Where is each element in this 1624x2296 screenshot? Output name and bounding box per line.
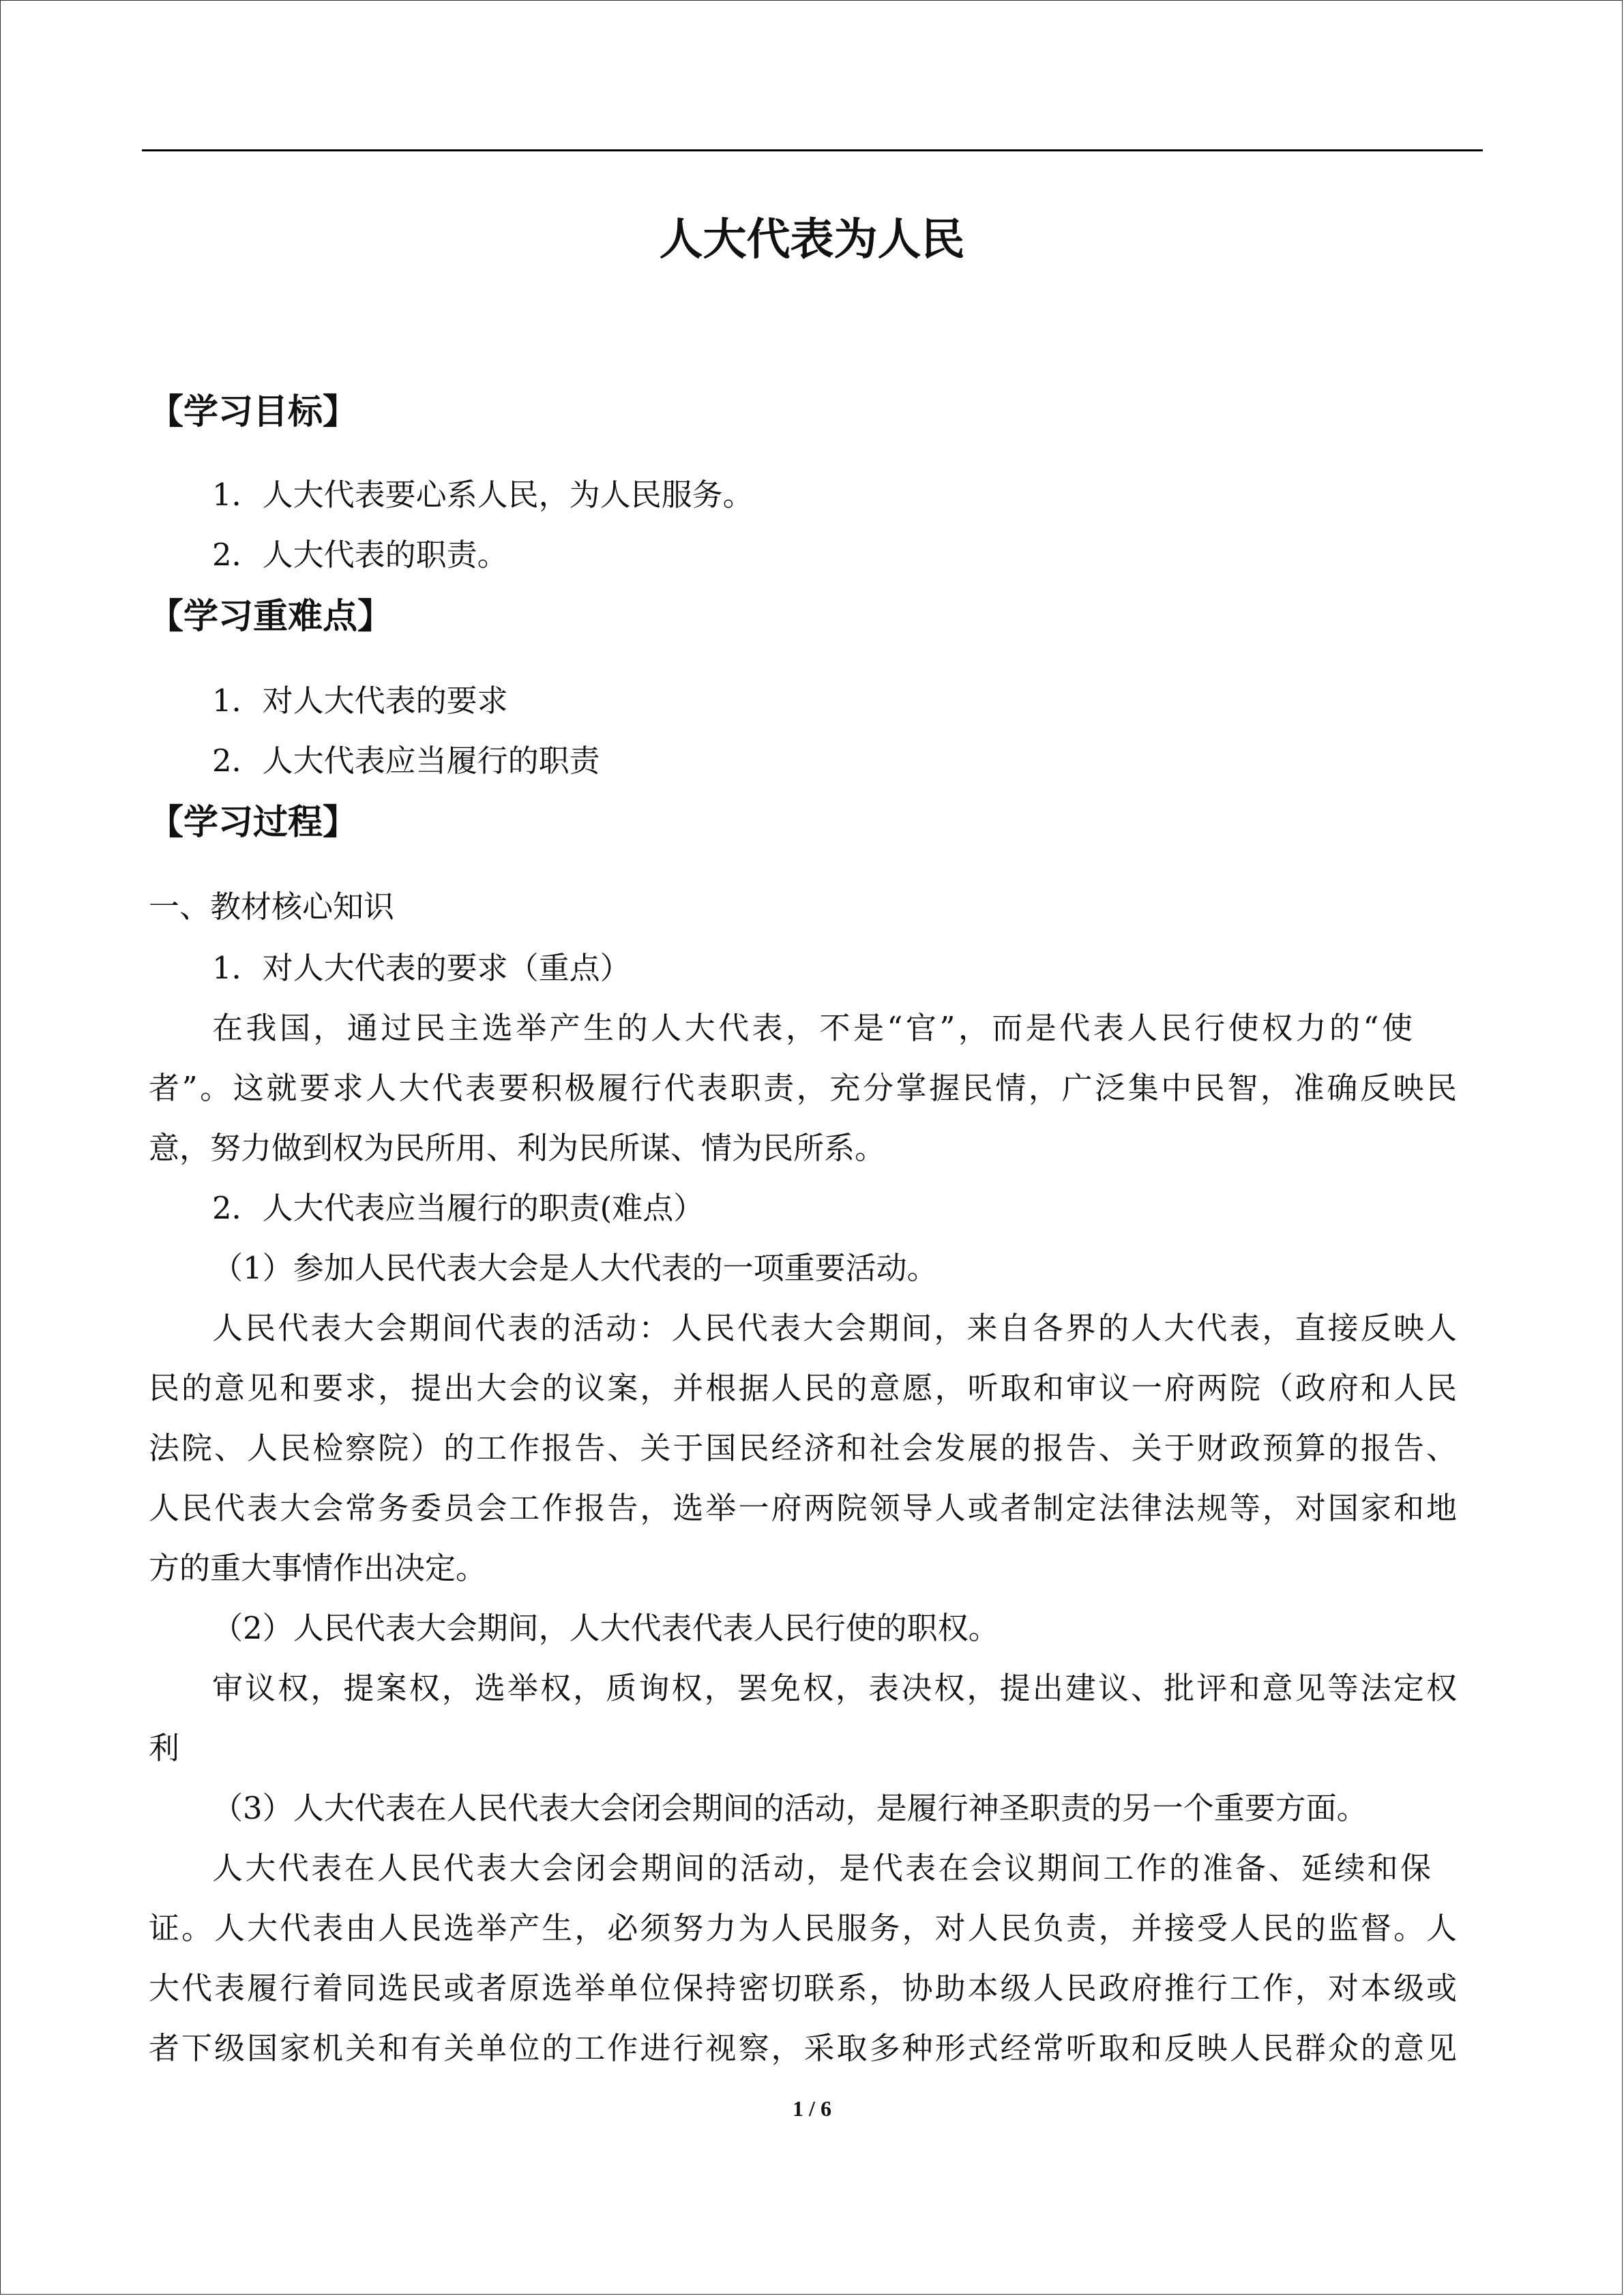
section-subheading: 一、教材核心知识 bbox=[149, 889, 395, 925]
subtopic-heading: （1）参加人民代表大会是人大代表的一项重要活动。 bbox=[212, 1250, 938, 1286]
subtopic-heading: （3）人大代表在人民代表大会闭会期间的活动，是履行神圣职责的另一个重要方面。 bbox=[212, 1790, 1368, 1826]
topic-heading: 2．人大代表应当履行的职责(难点） bbox=[212, 1190, 705, 1226]
paragraph-line: 者”。这就要求人大代表要积极履行代表职责，充分掌握民情，广泛集中民智，准确反映民 bbox=[149, 1070, 1457, 1106]
objective-item: 1．人大代表要心系人民，为人民服务。 bbox=[212, 477, 754, 513]
paragraph-line: 在我国，通过民主选举产生的人大代表，不是“官”，而是代表人民行使权力的“使 bbox=[212, 1010, 1413, 1046]
paragraph-line: 大代表履行着同选民或者原选举单位保持密切联系，协助本级人民政府推行工作，对本级或 bbox=[149, 1970, 1457, 2006]
paragraph-line: 人民代表大会期间代表的活动：人民代表大会期间，来自各界的人大代表，直接反映人 bbox=[212, 1310, 1457, 1346]
paragraph-line: 意，努力做到权为民所用、利为民所谋、情为民所系。 bbox=[149, 1130, 886, 1166]
key-point-item: 1．对人大代表的要求 bbox=[212, 683, 508, 719]
paragraph-line: 审议权，提案权，选举权，质询权，罢免权，表决权，提出建议、批评和意见等法定权 bbox=[212, 1670, 1457, 1706]
heading-objectives: 【学习目标】 bbox=[149, 392, 358, 432]
page-number: 1 / 6 bbox=[793, 2096, 831, 2121]
paragraph-line: 利 bbox=[149, 1730, 180, 1766]
document-title: 人大代表为人民 bbox=[659, 214, 965, 265]
paragraph-line: 者下级国家机关和有关单位的工作进行视察，采取多种形式经常听取和反映人民群众的意见 bbox=[149, 2030, 1457, 2066]
header-rule bbox=[142, 149, 1483, 151]
heading-process: 【学习过程】 bbox=[149, 803, 358, 843]
paragraph-line: 方的重大事情作出决定。 bbox=[149, 1550, 487, 1586]
objective-item: 2．人大代表的职责。 bbox=[212, 537, 508, 573]
topic-heading: 1．对人大代表的要求（重点） bbox=[212, 950, 631, 986]
paragraph-line: 法院、人民检察院）的工作报告、关于国民经济和社会发展的报告、关于财政预算的报告、 bbox=[149, 1430, 1457, 1466]
heading-key-points: 【学习重难点】 bbox=[149, 597, 393, 637]
paragraph-line: 民的意见和要求，提出大会的议案，并根据人民的意愿，听取和审议一府两院（政府和人民 bbox=[149, 1370, 1457, 1406]
paragraph-line: 人大代表在人民代表大会闭会期间的活动，是代表在会议期间工作的准备、延续和保 bbox=[212, 1850, 1431, 1886]
subtopic-heading: （2）人民代表大会期间，人大代表代表人民行使的职权。 bbox=[212, 1610, 999, 1646]
paragraph-line: 证。人大代表由人民选举产生，必须努力为人民服务，对人民负责，并接受人民的监督。人 bbox=[149, 1910, 1457, 1946]
paragraph-line: 人民代表大会常务委员会工作报告，选举一府两院领导人或者制定法律法规等，对国家和地 bbox=[149, 1490, 1457, 1526]
key-point-item: 2．人大代表应当履行的职责 bbox=[212, 743, 600, 779]
